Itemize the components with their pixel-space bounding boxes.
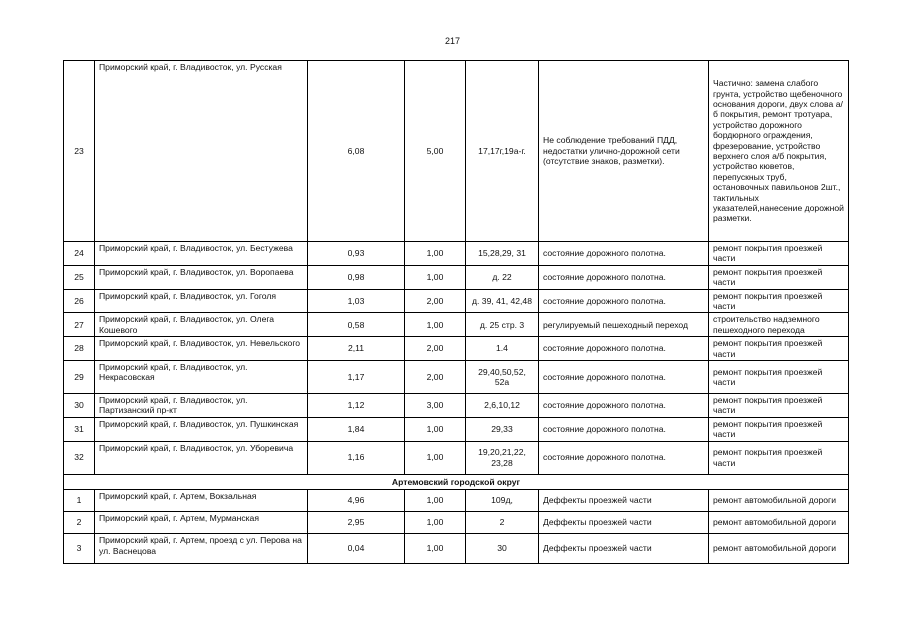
cell-length: 1,16	[308, 441, 405, 474]
cell-length: 0,98	[308, 265, 405, 289]
cell-number: 2	[64, 512, 95, 534]
table-row	[64, 394, 849, 418]
table-row	[64, 337, 849, 361]
cell-length: 1,84	[308, 417, 405, 441]
cell-work: строительство надземного пешеходного перехода	[709, 313, 849, 337]
cell-width: 1,00	[405, 441, 466, 474]
cell-address: Приморский край, г. Владивосток, ул. Воропаева	[95, 265, 308, 289]
cell-width: 2,00	[405, 361, 466, 394]
table-row	[64, 534, 849, 564]
cell-houses: 2,6,10,12	[466, 394, 539, 418]
cell-work: ремонт автомобильной дороги	[709, 490, 849, 512]
page-number: 217	[444, 36, 461, 46]
table-row	[64, 61, 849, 242]
cell-work: ремонт покрытия проезжей части	[709, 417, 849, 441]
cell-work: ремонт покрытия проезжей части	[709, 394, 849, 418]
cell-address: Приморский край, г. Владивосток, ул. Пушкинская	[95, 417, 308, 441]
cell-width: 1,00	[405, 265, 466, 289]
cell-address: Приморский край, г. Владивосток, ул. Партизанский пр-кт	[95, 394, 308, 418]
cell-length: 1,17	[308, 361, 405, 394]
cell-problem: регулируемый пешеходный переход	[539, 313, 709, 337]
cell-problem: состояние дорожного полотна.	[539, 441, 709, 474]
cell-number: 25	[64, 265, 95, 289]
cell-length: 1,03	[308, 289, 405, 313]
cell-houses: 15,28,29, 31	[466, 242, 539, 266]
cell-number: 1	[64, 490, 95, 512]
cell-problem: Не соблюдение требований ПДД, недостатки улично-дорожной сети (отсутствие знаков, разметки).	[539, 61, 709, 242]
cell-number: 32	[64, 441, 95, 474]
cell-problem: состояние дорожного полотна.	[539, 394, 709, 418]
cell-width: 1,00	[405, 242, 466, 266]
cell-width: 2,00	[405, 289, 466, 313]
cell-houses: 30	[466, 534, 539, 564]
cell-address: Приморский край, г. Владивосток, ул. Русская	[95, 61, 308, 242]
cell-problem: Деффекты проезжей части	[539, 534, 709, 564]
cell-address: Приморский край, г. Артем, Мурманская	[95, 512, 308, 534]
cell-width: 5,00	[405, 61, 466, 242]
table-row	[64, 361, 849, 394]
table-row	[64, 417, 849, 441]
cell-number: 28	[64, 337, 95, 361]
table-body-vladivostok	[64, 61, 849, 475]
cell-work: ремонт покрытия проезжей части	[709, 242, 849, 266]
cell-length: 0,58	[308, 313, 405, 337]
table-row	[64, 289, 849, 313]
cell-work: ремонт автомобильной дороги	[709, 512, 849, 534]
cell-address: Приморский край, г. Артем, Вокзальная	[95, 490, 308, 512]
cell-address: Приморский край, г. Владивосток, ул. Олега Кошевого	[95, 313, 308, 337]
cell-problem: Деффекты проезжей части	[539, 490, 709, 512]
cell-address: Приморский край, г. Владивосток, ул. Гоголя	[95, 289, 308, 313]
cell-houses: 19,20,21,22, 23,28	[466, 441, 539, 474]
cell-problem: состояние дорожного полотна.	[539, 242, 709, 266]
cell-length: 0,93	[308, 242, 405, 266]
cell-length: 2,95	[308, 512, 405, 534]
cell-length: 2,11	[308, 337, 405, 361]
cell-houses: 1.4	[466, 337, 539, 361]
cell-width: 1,00	[405, 313, 466, 337]
cell-number: 30	[64, 394, 95, 418]
section-title: Артемовский городской округ	[64, 474, 849, 489]
cell-number: 27	[64, 313, 95, 337]
cell-length: 4,96	[308, 490, 405, 512]
cell-work: ремонт покрытия проезжей части	[709, 441, 849, 474]
cell-work: ремонт покрытия проезжей части	[709, 265, 849, 289]
cell-work: ремонт покрытия проезжей части	[709, 337, 849, 361]
cell-width: 3,00	[405, 394, 466, 418]
table-row	[64, 512, 849, 534]
cell-address: Приморский край, г. Владивосток, ул. Невельского	[95, 337, 308, 361]
table-row	[64, 265, 849, 289]
cell-problem: состояние дорожного полотна.	[539, 289, 709, 313]
cell-work: ремонт покрытия проезжей части	[709, 361, 849, 394]
cell-number: 3	[64, 534, 95, 564]
cell-problem: состояние дорожного полотна.	[539, 265, 709, 289]
cell-houses: д. 25 стр. 3	[466, 313, 539, 337]
table-section	[64, 474, 849, 489]
cell-number: 26	[64, 289, 95, 313]
table-row	[64, 441, 849, 474]
roads-table	[63, 60, 849, 564]
cell-houses: 2	[466, 512, 539, 534]
cell-number: 23	[64, 61, 95, 242]
cell-address: Приморский край, г. Владивосток, ул. Уборевича	[95, 441, 308, 474]
cell-number: 31	[64, 417, 95, 441]
cell-problem: Деффекты проезжей части	[539, 512, 709, 534]
cell-problem: состояние дорожного полотна.	[539, 337, 709, 361]
section-header-row	[64, 474, 849, 489]
table-body-artem	[64, 490, 849, 564]
cell-width: 1,00	[405, 417, 466, 441]
cell-houses: 29,33	[466, 417, 539, 441]
cell-number: 29	[64, 361, 95, 394]
cell-width: 1,00	[405, 490, 466, 512]
table-row	[64, 490, 849, 512]
table-row	[64, 313, 849, 337]
table-row	[64, 242, 849, 266]
cell-houses: д. 22	[466, 265, 539, 289]
cell-work: ремонт автомобильной дороги	[709, 534, 849, 564]
cell-width: 1,00	[405, 512, 466, 534]
cell-length: 6,08	[308, 61, 405, 242]
cell-houses: 109д,	[466, 490, 539, 512]
cell-address: Приморский край, г. Артем, проезд с ул. Перова на ул. Васнецова	[95, 534, 308, 564]
cell-houses: 29,40,50,52, 52а	[466, 361, 539, 394]
cell-houses: 17,17г,19а-г.	[466, 61, 539, 242]
cell-width: 1,00	[405, 534, 466, 564]
cell-problem: состояние дорожного полотна.	[539, 417, 709, 441]
cell-houses: д. 39, 41, 42,48	[466, 289, 539, 313]
cell-problem: состояние дорожного полотна.	[539, 361, 709, 394]
cell-address: Приморский край, г. Владивосток, ул. Бестужева	[95, 242, 308, 266]
cell-width: 2,00	[405, 337, 466, 361]
cell-length: 1,12	[308, 394, 405, 418]
cell-address: Приморский край, г. Владивосток, ул. Некрасовская	[95, 361, 308, 394]
cell-number: 24	[64, 242, 95, 266]
cell-length: 0,04	[308, 534, 405, 564]
cell-work: Частично: замена слабого грунта, устройство щебеночного основания дороги, двух слова а/б покрытия, ремонт тротуара, устройство дорожного бордюрного ограждения, фрезерование, устройство верхнего слоя а/б покрытия, устройство кюветов, перепускных труб, остановочных павильонов 2шт., тактильных указателей,нанесение дорожной разметки.	[709, 61, 849, 242]
cell-work: ремонт покрытия проезжей части	[709, 289, 849, 313]
